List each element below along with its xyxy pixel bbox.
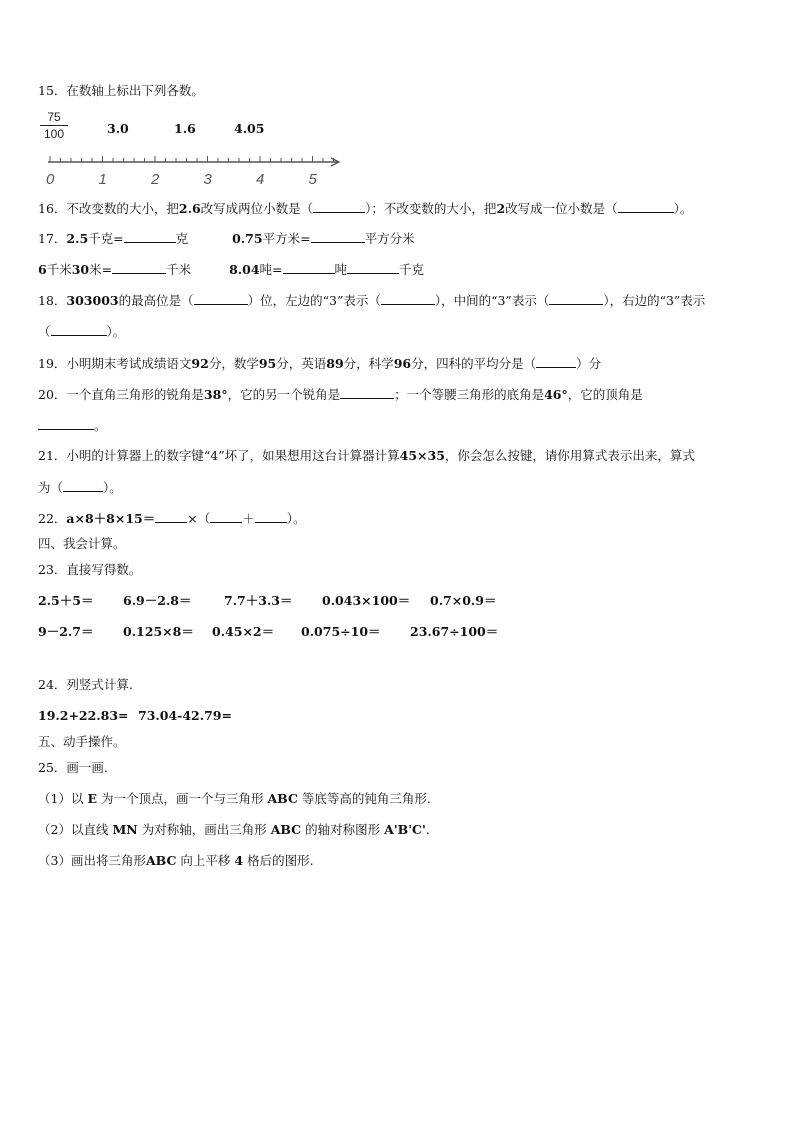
q19-score-2: 95 bbox=[258, 356, 277, 371]
q23-row1-item-4: 0.043×100＝ bbox=[322, 593, 411, 608]
q16-text-2: 改写成两位小数是（ bbox=[200, 201, 314, 216]
q21-text-4: ）。 bbox=[103, 480, 122, 495]
q16-text-1: 16．不改变数的大小，把 bbox=[38, 201, 179, 216]
q16-number-1: 2.6 bbox=[178, 201, 201, 216]
fraction-bar bbox=[40, 125, 68, 126]
q17-blank-a[interactable] bbox=[124, 230, 176, 243]
q20-line-2 bbox=[38, 417, 107, 434]
q18-blank-2[interactable] bbox=[381, 292, 435, 305]
q25-step-2 bbox=[38, 822, 430, 838]
q25-triangle-abc-3: ABC bbox=[145, 853, 177, 868]
q16-number-2: 2 bbox=[496, 201, 506, 216]
q15-title: 15．在数轴上标出下列各数。 bbox=[38, 83, 204, 98]
number-line-label: 5 bbox=[308, 171, 317, 188]
q18-text-4: ），右边的“3”表示 bbox=[603, 293, 706, 308]
q25-step-1-text-1: （1）以 bbox=[38, 791, 84, 806]
section-4-heading: 四、我会计算。 bbox=[38, 536, 126, 551]
q18-line-1 bbox=[38, 292, 705, 309]
q20-text-4: ，它的顶角是 bbox=[567, 387, 643, 402]
q17-d-kg: 千克 bbox=[399, 262, 425, 277]
q21-expression: 45×35 bbox=[399, 448, 445, 463]
q25-triangle-abc-1: ABC bbox=[267, 791, 298, 806]
q25-step-1-text-3: 等底等高的钝角三角形. bbox=[301, 791, 431, 806]
q25-step-3-text-1: （3）画出将三角形 bbox=[38, 853, 146, 868]
q20-text-5: 。 bbox=[94, 418, 107, 433]
q23-row1-item-3: 7.7＋3.3＝ bbox=[224, 593, 293, 608]
number-line-ticks bbox=[50, 156, 334, 162]
q24-item-2: 73.04-42.79= bbox=[138, 708, 232, 723]
q18-blank-3[interactable] bbox=[549, 292, 603, 305]
q21-line-1 bbox=[38, 448, 695, 464]
q25-step-1 bbox=[38, 791, 431, 807]
q17-line-1 bbox=[38, 230, 415, 247]
q24-title: 24．列竖式计算. bbox=[38, 677, 133, 692]
q22-number: 22． bbox=[38, 511, 67, 526]
fraction-denominator: 100 bbox=[43, 127, 65, 141]
q17-b-value: 0.75 bbox=[232, 231, 263, 246]
q23-row2-item-2: 0.125×8＝ bbox=[123, 624, 194, 639]
q18-value: 303003 bbox=[66, 293, 119, 308]
q17-a-value: 2.5 bbox=[66, 231, 89, 246]
q22-text-3: ＋ bbox=[242, 511, 255, 526]
q16-blank-2[interactable] bbox=[618, 200, 674, 213]
q17-c-value-1: 6 bbox=[38, 262, 47, 277]
q21-text-1: 21．小明的计算器上的数字键“4”坏了，如果想用这台计算器计算 bbox=[38, 448, 400, 463]
q19-score-1: 92 bbox=[191, 356, 209, 371]
q17-c-unit-1: 千米 bbox=[46, 262, 72, 277]
section-5-heading: 五、动手操作。 bbox=[38, 734, 126, 749]
q21-text-2: ，你会怎么按键，请你用算式表示出来，算式 bbox=[444, 448, 695, 463]
number-line bbox=[40, 148, 350, 190]
q22-expression: a×8＋8×15＝ bbox=[66, 511, 156, 526]
q20-angle-1: 38° bbox=[203, 387, 228, 402]
q20-angle-2: 46° bbox=[544, 387, 568, 402]
q25-step-2-text-4: . bbox=[425, 822, 430, 837]
q25-step-3-text-2: 向上平移 bbox=[180, 853, 231, 868]
q20-blank-1[interactable] bbox=[340, 386, 394, 399]
number-line-label: 3 bbox=[203, 171, 212, 188]
q18-text-5: （ bbox=[38, 324, 51, 339]
q23-row2-item-1: 9－2.7＝ bbox=[38, 624, 94, 639]
q23-row1-item-2: 6.9－2.8＝ bbox=[123, 593, 192, 608]
q21-line-2 bbox=[38, 479, 122, 496]
q17-blank-c[interactable] bbox=[112, 261, 166, 274]
q17-blank-d1[interactable] bbox=[283, 261, 335, 274]
q25-step-1-text-2: 为一个顶点，画一个与三角形 bbox=[100, 791, 264, 806]
q22-blank-2[interactable] bbox=[210, 510, 242, 523]
q25-title: 25．画一画. bbox=[38, 760, 108, 775]
q25-triangle-abc-prime: A'B'C' bbox=[384, 822, 426, 837]
q17-blank-d2[interactable] bbox=[347, 261, 399, 274]
q23-row2-item-3: 0.45×2＝ bbox=[212, 624, 275, 639]
q18-text-2: ）位，左边的“3”表示（ bbox=[247, 293, 381, 308]
q25-shift-count: 4 bbox=[234, 853, 244, 868]
q17-c-unit-2: 米= bbox=[89, 262, 113, 277]
q16-text-3: ）；不改变数的大小，把 bbox=[365, 201, 497, 216]
q25-line-mn: MN bbox=[112, 822, 138, 837]
q19-text-6: ）分 bbox=[576, 356, 602, 371]
q18-text-6: ）。 bbox=[106, 324, 126, 339]
q18-line-2 bbox=[38, 323, 125, 340]
q16-text-4: 改写成一位小数是（ bbox=[505, 201, 618, 216]
q19-score-3: 89 bbox=[326, 356, 344, 371]
q20-line-1 bbox=[38, 386, 643, 403]
q15-value-1: 3.0 bbox=[107, 121, 129, 136]
q18-text-1: 的最高位是（ bbox=[118, 293, 194, 308]
q17-a-unit: 千克= bbox=[88, 231, 124, 246]
q17-b-target-unit: 平方分米 bbox=[364, 231, 415, 246]
q16-line bbox=[38, 200, 692, 217]
q19-score-4: 96 bbox=[393, 356, 412, 371]
q24-item-1: 19.2+22.83= bbox=[38, 708, 129, 723]
number-line-label: 2 bbox=[151, 171, 160, 188]
q17-c-target-unit: 千米 bbox=[166, 262, 192, 277]
q25-step-2-text-3: 的轴对称图形 bbox=[305, 822, 381, 837]
q17-d-unit: 吨= bbox=[259, 262, 283, 277]
fraction-75-100 bbox=[40, 110, 68, 141]
q21-blank[interactable] bbox=[63, 479, 103, 492]
q25-step-3-text-3: 格后的图形. bbox=[247, 853, 314, 868]
q22-line bbox=[38, 510, 306, 527]
q23-row1-item-5: 0.7×0.9＝ bbox=[430, 593, 497, 608]
q25-point-e: E bbox=[87, 791, 97, 806]
q19-text-5: 分，四科的平均分是（ bbox=[411, 356, 537, 371]
q22-text-4: ）。 bbox=[286, 511, 306, 526]
q20-text-3: ；一个等腰三角形的底角是 bbox=[394, 387, 545, 402]
q17-number: 17． bbox=[38, 231, 67, 246]
q25-triangle-abc-2: ABC bbox=[270, 822, 302, 837]
q17-d-value: 8.04 bbox=[229, 262, 260, 277]
q17-d-ton: 吨 bbox=[334, 262, 348, 277]
q19-text-2: 分，数学 bbox=[208, 356, 259, 371]
q19-text-1: 19．小明期末考试成绩语文 bbox=[38, 356, 192, 371]
q15-value-2: 1.6 bbox=[174, 121, 196, 136]
q23-title: 23．直接写得数。 bbox=[38, 562, 142, 577]
q23-row1-item-1: 2.5＋5＝ bbox=[38, 593, 94, 608]
q20-text-1: 20．一个直角三角形的锐角是 bbox=[38, 387, 204, 402]
q22-blank-1[interactable] bbox=[155, 510, 187, 523]
q15-value-3: 4.05 bbox=[234, 121, 265, 136]
q21-text-3: 为（ bbox=[38, 480, 64, 495]
q25-step-2-text-1: （2）以直线 bbox=[38, 822, 109, 837]
fraction-numerator: 75 bbox=[47, 110, 61, 124]
q19-text-4: 分，科学 bbox=[343, 356, 394, 371]
q17-a-target-unit: 克 bbox=[175, 231, 189, 246]
number-line-label: 4 bbox=[256, 171, 265, 188]
q19-blank[interactable] bbox=[536, 355, 576, 368]
q18-blank-1[interactable] bbox=[194, 292, 248, 305]
q22-blank-3[interactable] bbox=[255, 510, 287, 523]
q22-text-2: ×（ bbox=[187, 511, 211, 526]
q20-blank-2[interactable] bbox=[38, 417, 94, 430]
q23-row2-item-5: 23.67÷100＝ bbox=[410, 624, 499, 639]
q19-text-3: 分，英语 bbox=[276, 356, 327, 371]
q17-c-value-2: 30 bbox=[71, 262, 90, 277]
q18-number: 18． bbox=[38, 293, 67, 308]
q16-text-5: ）。 bbox=[673, 201, 693, 216]
number-line-label: 0 bbox=[46, 171, 55, 188]
q17-b-unit: 平方米= bbox=[262, 231, 311, 246]
q20-text-2: ，它的另一个锐角是 bbox=[227, 387, 341, 402]
q16-blank-1[interactable] bbox=[313, 200, 365, 213]
number-line-labels bbox=[46, 171, 318, 188]
q18-blank-4[interactable] bbox=[51, 323, 107, 336]
q25-step-2-text-2: 为对称轴，画出三角形 bbox=[141, 822, 267, 837]
q19-line bbox=[38, 355, 601, 372]
q25-step-3 bbox=[38, 853, 314, 869]
q18-text-3: ），中间的“3”表示（ bbox=[434, 293, 550, 308]
number-line-label: 1 bbox=[98, 171, 107, 188]
q23-row2-item-4: 0.075÷10＝ bbox=[301, 624, 381, 639]
q17-line-2 bbox=[38, 261, 424, 278]
q17-blank-b[interactable] bbox=[311, 230, 365, 243]
